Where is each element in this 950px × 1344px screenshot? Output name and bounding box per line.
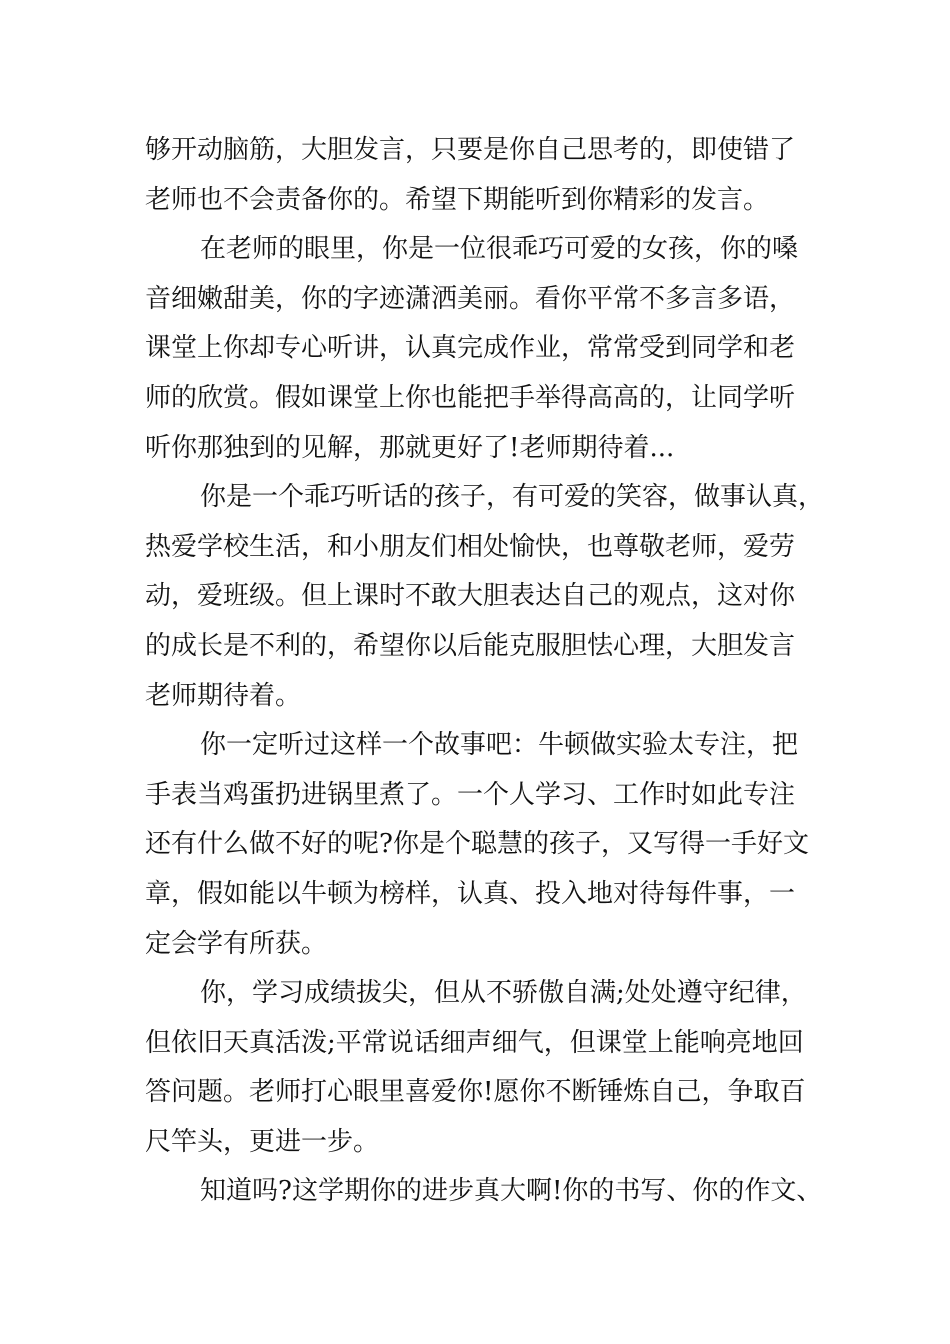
text-line: 音细嫩甜美，你的字迹潇洒美丽。看你平常不多言多语， — [145, 283, 796, 314]
text-line: 你，学习成绩拔尖，但从不骄傲自满;处处遵守纪律， — [200, 978, 807, 1009]
text-line: 听你那独到的见解，那就更好了!老师期待着... — [145, 432, 675, 463]
text-line: 热爱学校生活，和小朋友们相处愉快，也尊敬老师，爱劳 — [145, 531, 796, 562]
text-line: 你是一个乖巧听话的孩子，有可爱的笑容，做事认真， — [200, 482, 825, 513]
paragraph-4 — [145, 721, 845, 969]
text-line: 章，假如能以牛顿为榜样，认真、投入地对待每件事，一 — [145, 878, 796, 909]
paragraph-5 — [145, 969, 845, 1167]
text-line: 答问题。老师打心眼里喜爱你!愿你不断锤炼自己，争取百 — [145, 1077, 806, 1108]
text-line: 你一定听过这样一个故事吧：牛顿做实验太专注，把 — [200, 730, 799, 761]
text-line: 的成长是不利的，希望你以后能克服胆怯心理，大胆发言 — [145, 630, 796, 661]
paragraph-2 — [145, 225, 845, 473]
text-line: 知道吗?这学期你的进步真大啊!你的书写、你的作文、 — [200, 1176, 823, 1207]
text-line: 但依旧天真活泼;平常说话细声细气，但课堂上能响亮地回 — [145, 1027, 804, 1058]
text-line: 尺竿头，更进一步。 — [145, 1126, 380, 1157]
text-line: 课堂上你却专心听讲，认真完成作业，常常受到同学和老 — [145, 333, 796, 364]
text-line: 师的欣赏。假如课堂上你也能把手举得高高的，让同学听 — [145, 382, 796, 413]
text-line: 在老师的眼里，你是一位很乖巧可爱的女孩，你的嗓 — [200, 234, 799, 265]
text-line: 动，爱班级。但上课时不敢大胆表达自己的观点，这对你 — [145, 581, 796, 612]
text-line: 老师期待着。 — [145, 680, 302, 711]
document-body — [145, 126, 845, 1217]
text-line: 够开动脑筋，大胆发言，只要是你自己思考的，即使错了 — [145, 135, 796, 165]
paragraph-1 — [145, 126, 845, 225]
text-line: 老师也不会责备你的。希望下期能听到你精彩的发言。 — [145, 184, 770, 215]
text-line: 手表当鸡蛋扔进锅里煮了。一个人学习、工作时如此专注 — [145, 779, 796, 810]
paragraph-3 — [145, 473, 845, 721]
text-line: 还有什么做不好的呢?你是个聪慧的孩子，又写得一手好文 — [145, 829, 809, 860]
text-line: 定会学有所获。 — [145, 928, 328, 959]
paragraph-6 — [145, 1167, 845, 1217]
